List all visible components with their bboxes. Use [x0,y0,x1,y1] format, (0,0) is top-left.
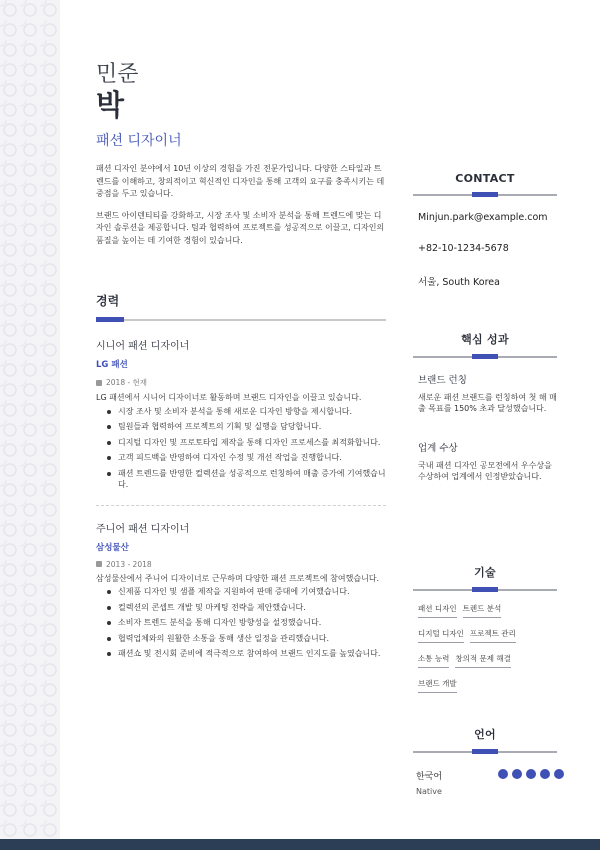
rating-dot [526,769,536,779]
job-bullet: 패션 트렌드를 반영한 컬렉션을 성공적으로 런칭하여 매출 증가에 기여했습니다. [118,468,386,489]
skills-list [413,603,557,703]
section-title: 핵심 성과 [461,333,509,346]
skill-tag: 디지털 디자인 [418,628,464,643]
section-divider [413,589,557,591]
footer-bar [0,839,600,850]
profile-summary [96,163,386,247]
job-bullet: 패션쇼 및 전시회 준비에 적극적으로 참여하여 브랜드 인지도를 높였습니다. [118,648,386,660]
skill-tag: 브랜드 개발 [418,678,457,693]
job-date [96,377,386,388]
divider-accent [472,354,498,359]
divider-accent [472,749,498,754]
job-bullet: 팀원들과 협력하여 프로젝트의 기획 및 실행을 담당합니다. [118,421,386,433]
experience-section [96,292,386,664]
achievement-title: 업계 수상 [418,443,458,454]
resume-header [96,62,182,150]
rating-dot [498,769,508,779]
language-name: 한국어 [416,772,443,782]
job-bullet: 고객 피드백을 반영하여 디자인 수정 및 개선 작업을 진행합니다. [118,452,386,464]
job-company: 삼성물산 [96,542,129,553]
job-separator [96,505,386,506]
divider-accent [472,587,498,592]
language-item [413,769,557,796]
skill-tag: 소통 능력 [418,653,449,668]
achievement-description: 새로운 패션 브랜드를 런칭하여 첫 해 매출 목표를 150% 초과 달성했습니다. [418,393,557,413]
languages-section [413,726,557,796]
divider-accent [472,192,498,197]
section-title: 경력 [96,294,120,308]
job-bullet: 협력업체와의 원활한 소통을 통해 생산 일정을 관리했습니다. [118,633,386,645]
job-description: 삼성물산에서 주니어 디자이너로 근무하며 다양한 패션 프로젝트에 참여했습니다. [96,573,380,583]
job-bullet: 디지털 디자인 및 프로토타입 제작을 통해 디자인 프로세스를 최적화합니다. [118,437,386,449]
skill-tag: 트렌드 분석 [463,603,502,618]
job-company: LG 패션 [96,360,128,370]
job-date-text: 2018 - 현재 [106,378,148,387]
summary-paragraph: 브랜드 아이덴티티를 강화하고, 시장 조사 및 소비자 분석을 통해 트렌드에 맞는 디자인 솔루션을 제공합니다. 팀과 협력하여 프로젝트를 성공적으로 이끌고, 디자인의 품질을 높이는 데 기여한 경험이 있습니다. [96,210,385,245]
skill-tag: 패션 디자인 [418,603,457,618]
job-bullets [96,406,386,491]
section-title: CONTACT [455,172,515,185]
skills-section [413,564,557,703]
job-date [96,560,386,569]
contact-location: 서울, South Korea [418,277,500,288]
section-divider [413,356,557,358]
first-name: 민준 [96,62,139,87]
summary-paragraph: 패션 디자인 분야에서 10년 이상의 경험을 가진 전문가입니다. 다양한 스타일과 트렌드를 이해하고, 창의적이고 혁신적인 디자인을 통해 고객의 요구를 충족시키는 데 중점을 두고 있습니다. [96,164,385,198]
job-bullet: 컬렉션의 콘셉트 개발 및 마케팅 전략을 제안했습니다. [118,602,386,614]
job-bullet: 시장 조사 및 소비자 분석을 통해 새로운 디자인 방향을 제시합니다. [118,406,386,418]
job-entry [96,520,386,660]
section-title: 언어 [474,728,496,741]
contact-email[interactable]: Minjun.park@example.com [418,212,548,223]
contact-phone[interactable]: +82-10-1234-5678 [418,243,509,254]
calendar-icon [96,561,102,567]
section-divider [96,319,386,321]
job-description: LG 패션에서 시니어 디자이너로 활동하며 브랜드 디자인을 이끌고 있습니다. [96,393,362,402]
language-rating [498,769,564,779]
achievements-section [413,331,557,482]
calendar-icon [96,380,102,386]
achievement-item [413,372,557,414]
section-divider [413,751,557,753]
job-role: 시니어 패션 디자이너 [96,341,190,352]
job-bullet: 신제품 디자인 및 샘플 제작을 지원하여 판매 증대에 기여했습니다. [118,586,386,598]
job-role: 주니어 패션 디자이너 [96,523,190,535]
rating-dot [554,769,564,779]
decorative-pattern [0,0,60,850]
last-name: 박 [96,88,125,122]
job-title: 패션 디자이너 [96,133,182,149]
achievement-description: 국내 패션 디자인 공모전에서 우수상을 수상하여 업계에서 인정받았습니다. [418,461,552,481]
section-divider [413,194,557,196]
divider-accent [96,317,124,322]
rating-dot [512,769,522,779]
skill-tag: 프로젝트 관리 [470,628,516,643]
rating-dot [540,769,550,779]
achievement-title: 브랜드 런칭 [418,375,467,386]
achievement-item [413,440,557,482]
job-entry [96,337,386,506]
job-date-text: 2013 - 2018 [106,559,152,569]
job-bullets [96,586,386,660]
contact-section [413,172,557,288]
language-level: Native [416,787,442,796]
job-bullet: 소비자 트렌드 분석을 통해 디자인 방향성을 설정했습니다. [118,617,386,629]
skill-tag: 창의적 문제 해결 [455,653,510,668]
section-title: 기술 [474,566,496,579]
